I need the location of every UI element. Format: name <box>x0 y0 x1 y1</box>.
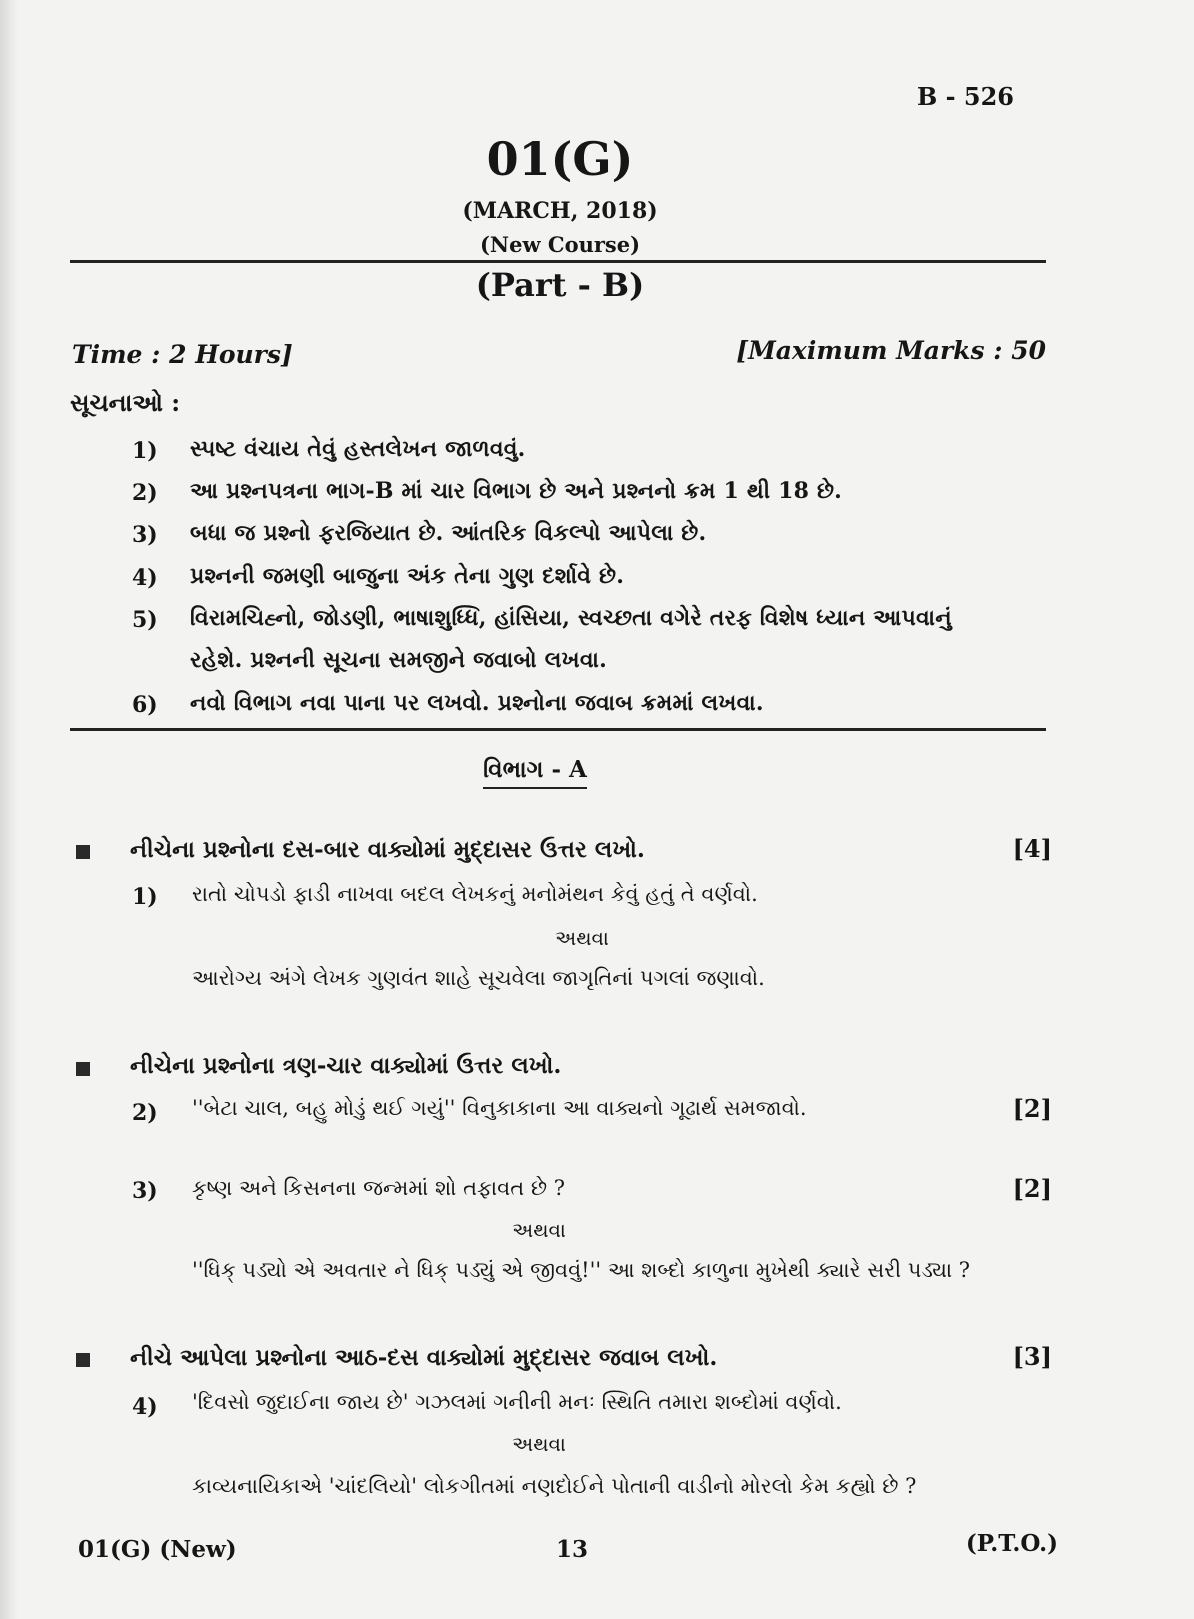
please-turn-over: (P.T.O.) <box>965 1530 1058 1557</box>
question-alternative-text: ''ધિક્ પડ્યો એ અવતાર ને ધિક્ પડ્યું એ જીવવું!'' આ શબ્દો કાળુના મુખેથી ક્યારે સરી પડ્યા ? <box>192 1258 971 1282</box>
question-marks: [2] <box>1012 1174 1052 1203</box>
section-a-title: વિભાગ - A <box>0 756 1070 783</box>
course-label: (New Course) <box>479 232 641 257</box>
question-text: રાતો ચોપડો ફાડી નાખવા બદલ લેખકનું મનોમંથન કેવું હતું તે વર્ણવો. <box>192 882 758 906</box>
max-marks-label: [Maximum Marks : 50 <box>736 336 1046 365</box>
question-text: 'દિવસો જુદાઈના જાય છે' ગઝલમાં ગનીની મનઃ સ્થિતિ તમારા શબ્દોમાં વર્ણવો. <box>192 1390 842 1414</box>
instruction-text: બધા જ પ્રશ્નો ફરજિયાત છે. આંતરિક વિકલ્પો આપેલા છે. <box>190 520 707 546</box>
question-marks: [3] <box>1012 1342 1052 1371</box>
instruction-number: 1) <box>132 438 158 464</box>
or-separator: અથવા <box>512 1432 566 1456</box>
question-marks: [2] <box>1012 1094 1052 1123</box>
instruction-text: સ્પષ્ટ વંચાય તેવું હસ્તલેખન જાળવવું. <box>190 436 526 462</box>
square-bullet-icon <box>76 1062 90 1076</box>
footer-code: 01(G) (New) <box>78 1536 237 1563</box>
instruction-number: 3) <box>132 522 158 548</box>
instruction-text: આ પ્રશ્નપત્રના ભાગ-B માં ચાર વિભાગ છે અને પ્રશ્નનો ક્રમ 1 થી 18 છે. <box>190 478 843 504</box>
instruction-text: પ્રશ્નની જમણી બાજુના અંક તેના ગુણ દર્શાવે છે. <box>190 563 625 589</box>
time-label: Time : 2 Hours] <box>72 340 293 369</box>
instruction-number: 4) <box>132 565 158 591</box>
instructions-divider <box>70 728 1046 731</box>
question-group-heading: નીચે આપેલા પ્રશ્નોના આઠ-દસ વાક્યોમાં મુદ્દાસર જવાબ લખો. <box>130 1344 718 1371</box>
subject-code-title: 01(G) <box>486 132 634 186</box>
instruction-text-continued: રહેશે. પ્રશ્નની સૂચના સમજીને જવાબો લખવા. <box>190 647 607 673</box>
square-bullet-icon <box>76 845 90 859</box>
instruction-number: 6) <box>132 692 158 718</box>
question-number: 4) <box>132 1394 158 1420</box>
page-number: 13 <box>556 1536 589 1563</box>
or-separator: અથવા <box>512 1218 566 1242</box>
question-alternative-text: આરોગ્ય અંગે લેખક ગુણવંત શાહે સૂચવેલા જાગૃતિનાં પગલાં જણાવો. <box>192 966 765 990</box>
instruction-number: 2) <box>132 480 158 506</box>
header-divider <box>70 260 1046 263</box>
question-number: 2) <box>132 1100 158 1126</box>
instructions-heading: સૂચનાઓ : <box>70 388 181 417</box>
question-number: 1) <box>132 884 158 910</box>
instruction-number: 5) <box>132 607 158 633</box>
question-text: કૃષ્ણ અને કિસનના જન્મમાં શો તફાવત છે ? <box>192 1176 566 1200</box>
question-text: ''બેટા ચાલ, બહુ મોડું થઈ ગયું'' વિનુકાકાના આ વાક્યનો ગૂઢાર્થ સમજાવો. <box>192 1096 807 1120</box>
instruction-text: નવો વિભાગ નવા પાના પર લખવો. પ્રશ્નોના જવાબ ક્રમમાં લખવા. <box>190 690 764 716</box>
or-separator: અથવા <box>555 926 609 950</box>
part-label: (Part - B) <box>475 266 645 304</box>
instruction-text: વિરામચિહ્નો, જોડણી, ભાષાશુધ્ધિ, હાંસિયા, સ્વચ્છતા વગેરે તરફ વિશેષ ધ્યાન આપવાનું <box>190 605 952 631</box>
paper-code: B - 526 <box>916 82 1014 111</box>
question-number: 3) <box>132 1178 158 1204</box>
question-group-heading: નીચેના પ્રશ્નોના દસ-બાર વાક્યોમાં મુદ્દાસર ઉત્તર લખો. <box>130 836 645 863</box>
square-bullet-icon <box>76 1353 90 1367</box>
question-alternative-text: કાવ્યનાયિકાએ 'ચાંદલિયો' લોકગીતમાં નણદોઈને પોતાની વાડીનો મોરલો કેમ કહ્યો છે ? <box>192 1474 917 1498</box>
question-marks: [4] <box>1012 834 1052 863</box>
question-group-heading: નીચેના પ્રશ્નોના ત્રણ-ચાર વાક્યોમાં ઉત્તર લખો. <box>130 1052 562 1079</box>
exam-date: (MARCH, 2018) <box>462 198 658 224</box>
